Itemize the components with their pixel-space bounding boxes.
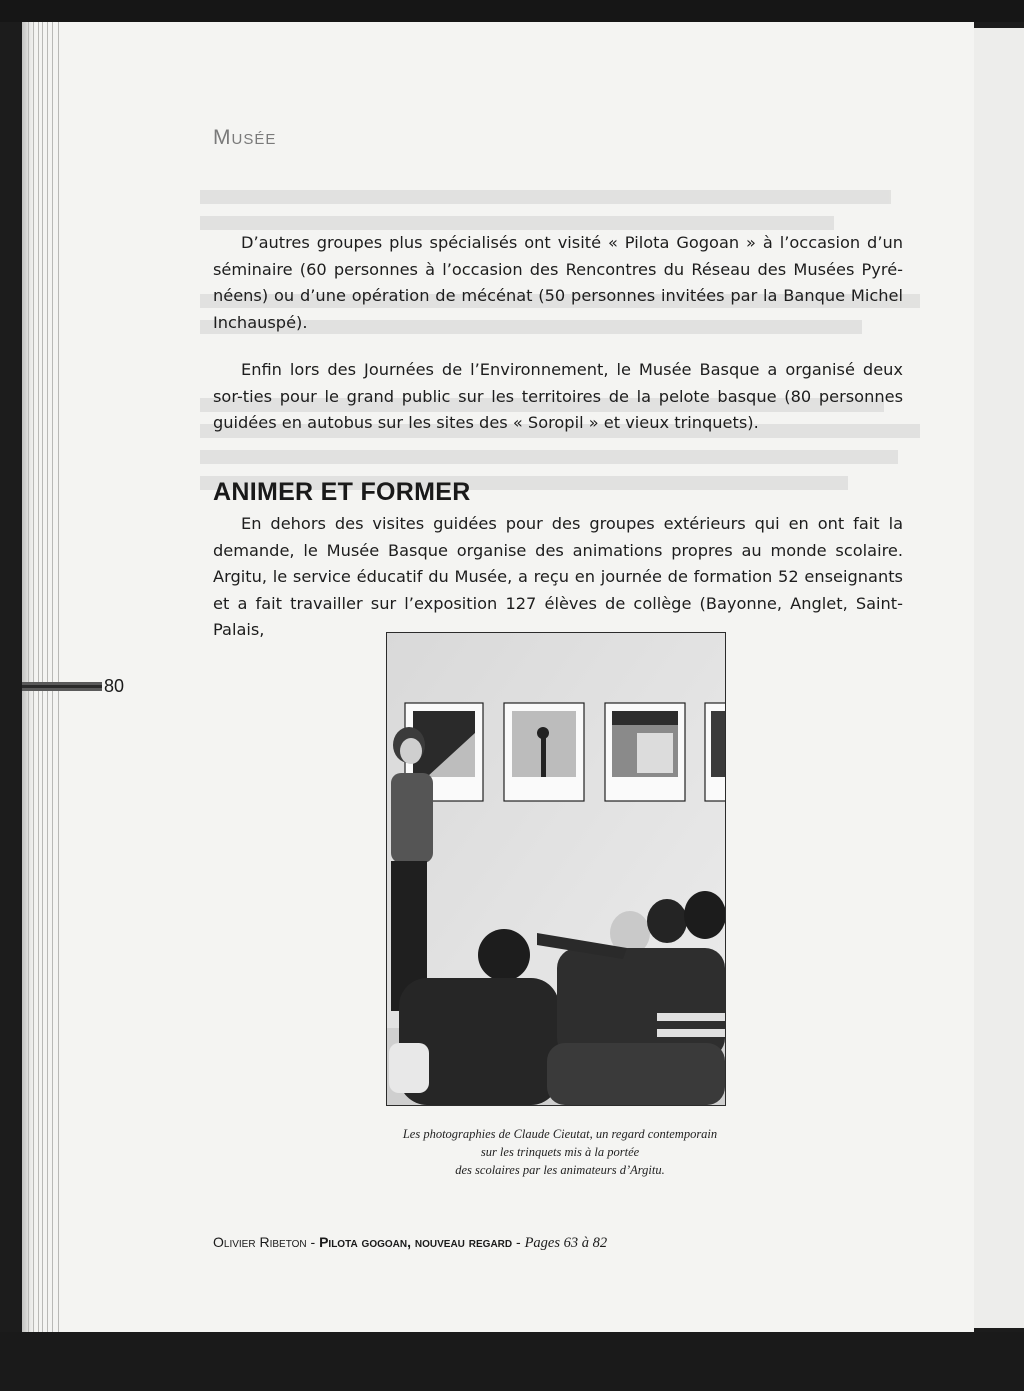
paragraph-3: En dehors des visites guidées pour des groupes extérieurs qui en ont fait la demande, le Musée Basque organise des animations propres au monde scolaire. Argitu, le service éducatif du Musée, a reçu en journée de formation 52 enseignants et a fait travailler sur l’exposition 127 élèves de collège (Bayonne, Anglet, Saint-Palais, xyxy=(213,514,903,639)
footer-pages: Pages 63 à 82 xyxy=(524,1235,608,1251)
framed-photo-4-partial xyxy=(705,703,725,801)
framed-photo-3 xyxy=(605,703,685,801)
running-footer xyxy=(213,1234,607,1252)
figure-caption: Les photographies de Claude Cieutat, un regard contemporain sur les trinquets mis à la portée des scolaires par les animateurs d’Argitu. xyxy=(402,1127,718,1177)
scan-background-bottom xyxy=(0,1332,1024,1391)
scan-background-top xyxy=(0,0,1024,22)
paragraph-2: Enfin lors des Journées de l’Environnement, le Musée Basque a organisé deux sor-ties pour le grand public sur les territoires de la pelote basque (80 personnes guidées en autobus sur les sites des « Soropil » et vieux trinquets). xyxy=(213,360,903,432)
page-number: 80 xyxy=(104,676,125,696)
exhibition-photo-illustration xyxy=(387,633,725,1105)
section-heading: ANIMER ET FORMER xyxy=(213,478,471,506)
footer-title: Pilota gogoan, nouveau regard xyxy=(319,1234,513,1250)
framed-photo-2 xyxy=(504,703,584,801)
page-number-tab xyxy=(22,682,102,691)
footer-separator-1: - xyxy=(306,1234,320,1250)
page-stack-edges xyxy=(22,22,66,1332)
facing-page-edge xyxy=(968,28,1024,1328)
footer-author: Olivier Ribeton xyxy=(213,1234,307,1250)
paragraph-1: D’autres groupes plus spécialisés ont visité « Pilota Gogoan » à l’occasion d’un séminaire (60 personnes à l’occasion des Rencontres du Réseau des Musées Pyré-néens) ou d’une opération de mécénat (50 personnes invitées par la Banque Michel Inchauspé). xyxy=(213,233,903,332)
section-label: Musée xyxy=(213,126,277,149)
footer-separator-2: - xyxy=(512,1234,525,1250)
figure-photograph xyxy=(386,632,726,1106)
